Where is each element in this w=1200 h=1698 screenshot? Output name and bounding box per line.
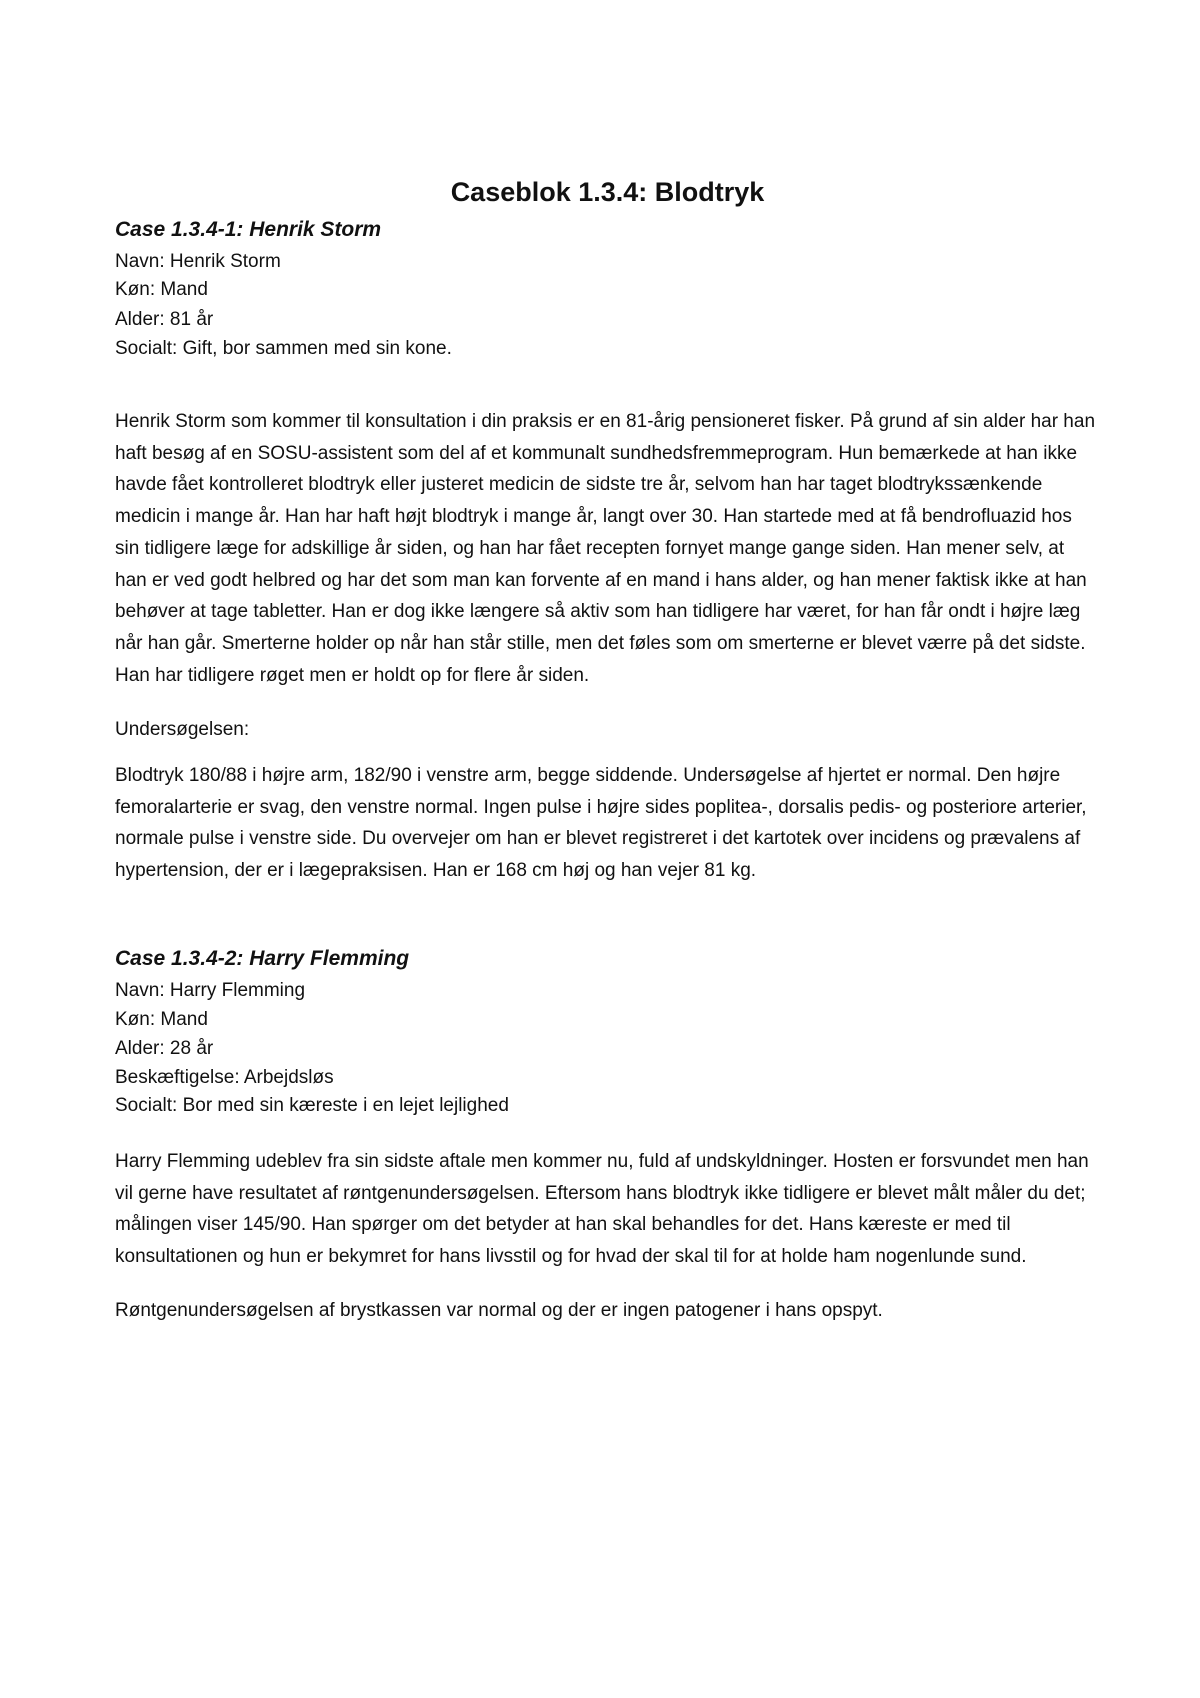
case-1-exam: Blodtryk 180/88 i højre arm, 182/90 i venstre arm, begge siddende. Undersøgelse af hjertet er normal. Den højre femoralarterie er svag, den venstre normal. Ingen pulse i højre sides poplitea-, dorsalis pedis- og posteriore arterier, normale pulse i venstre side. Du overvejer om han er blevet registreret i det kartotek over incidens og prævalens af hypertension, der er i lægepraksisen. Han er 168 cm høj og han vejer 81 kg. xyxy=(115,765,1087,882)
case-1-field-gender: Køn: Mand xyxy=(115,279,208,300)
case-2-xray: Røntgenundersøgelsen af brystkassen var normal og der er ingen patogener i hans opspyt. xyxy=(115,1300,883,1321)
case-2-field-occupation: Beskæftigelse: Arbejdsløs xyxy=(115,1067,334,1088)
case-1-field-age: Alder: 81 år xyxy=(115,309,214,330)
case-1-field-social: Socialt: Gift, bor sammen med sin kone. xyxy=(115,338,452,359)
case-2-heading: Case 1.3.4-2: Harry Flemming xyxy=(115,947,410,970)
case-2-field-social: Socialt: Bor med sin kæreste i en lejet lejlighed xyxy=(115,1095,509,1116)
case-1-heading: Case 1.3.4-1: Henrik Storm xyxy=(115,218,382,241)
document-title: Caseblok 1.3.4: Blodtryk xyxy=(450,177,765,207)
case-2-field-name: Navn: Harry Flemming xyxy=(115,980,306,1001)
case-2-field-gender: Køn: Mand xyxy=(115,1009,208,1030)
case-1-field-name: Navn: Henrik Storm xyxy=(115,251,281,272)
case-1-story: Henrik Storm som kommer til konsultation i din praksis er en 81-årig pensioneret fisker. På grund af sin alder har han haft besøg af en SOSU-assistent som del af et kommunalt sundhedsfremmeprogram. Hun bemærkede at han ikke havde fået kontrolleret blodtryk eller justeret medicin de sidste tre år, selvom han har taget blodtrykssænkende medicin i mange år. Han har haft højt blodtryk i mange år, langt over 30. Han startede med at få bendrofluazid hos sin tidligere læge for adskillige år siden, og han har fået recepten fornyet mange gange siden. Han mener selv, at han er ved godt helbred og har det som man kan forvente af en mand i hans alder, og han mener faktisk ikke at han behøver at tage tabletter. Han er dog ikke længere så aktiv som han tidligere har været, for han får ondt i højre læg når han går. Smerterne holder op når han står stille, men det føles som om smerterne er blevet værre på det sidste. Han har tidligere røget men er holdt op for flere år siden. xyxy=(115,411,1096,686)
case-2-story: Harry Flemming udeblev fra sin sidste aftale men kommer nu, fuld af undskyldninger. Hosten er forsvundet men han vil gerne have resultatet af røntgenundersøgelsen. Eftersom hans blodtryk ikke tidligere er blevet målt måler du det; målingen viser 145/90. Han spørger om det betyder at han skal behandles for det. Hans kæreste er med til konsultationen og hun er bekymret for hans livsstil og for hvad der skal til for at holde ham nogenlunde sund. xyxy=(115,1151,1089,1268)
case-2-field-age: Alder: 28 år xyxy=(115,1038,214,1059)
case-1-exam-label: Undersøgelsen: xyxy=(115,719,250,740)
